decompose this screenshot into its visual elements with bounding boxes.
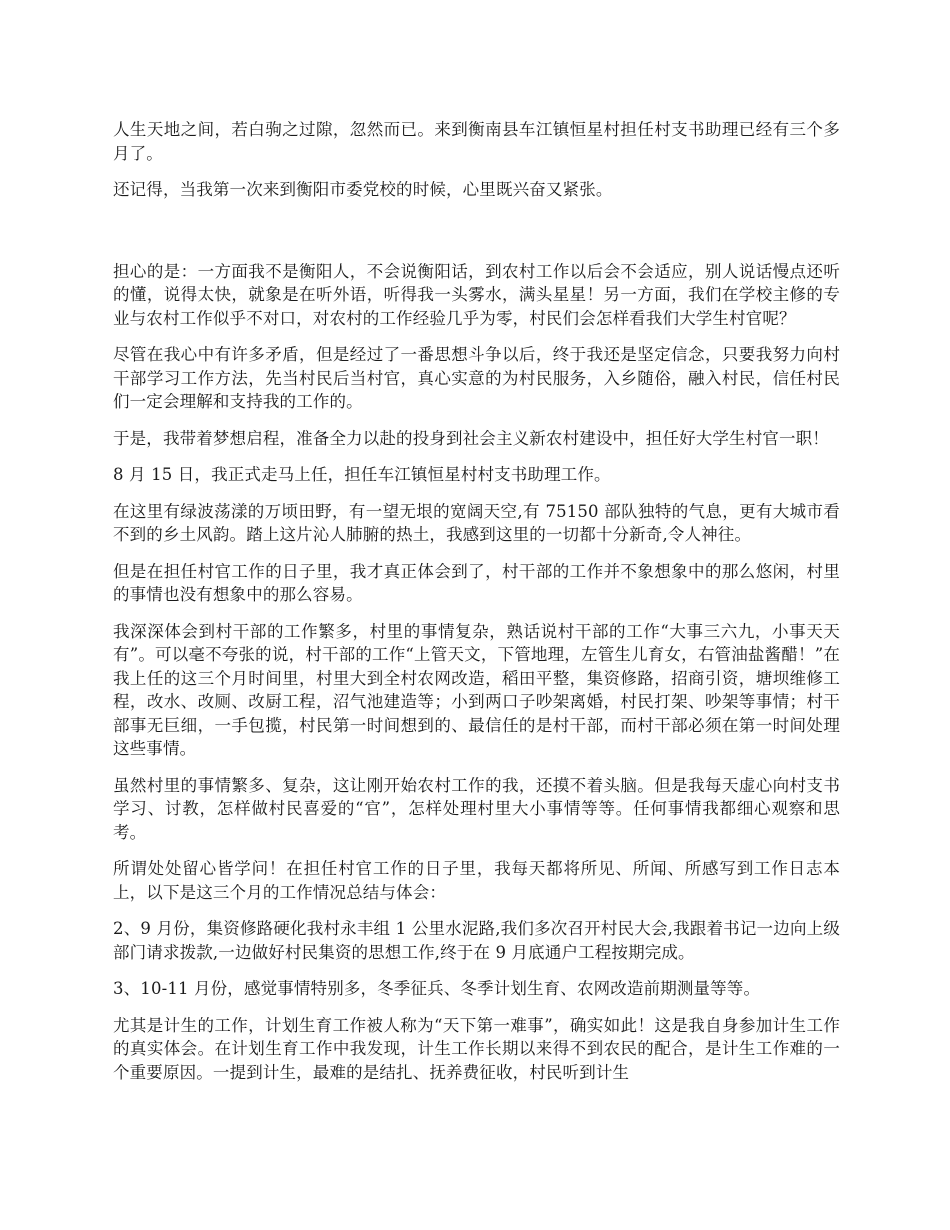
document-body bbox=[113, 118, 840, 1097]
paragraph: 于是，我带着梦想启程，准备全力以赴的投身到社会主义新农村建设中，担任好大学生村官一职！ bbox=[113, 428, 829, 448]
paragraph: 2、9 月份，集资修路硬化我村永丰组 1 公里水泥路,我们多次召开村民大会,我跟着书记一边向上级部门请求拨款,一边做好村民集资的思想工作,终于在 9 月底通户工程按期完成。 bbox=[113, 919, 840, 962]
paragraph: 8 月 15 日，我正式走马上任，担任车江镇恒星村村支书助理工作。 bbox=[113, 465, 611, 484]
paragraph: 虽然村里的事情繁多、复杂，这让刚开始农村工作的我，还摸不着头脑。但是我每天虚心向村支书学习、讨教，怎样做村民喜爱的“官”，怎样处理村里大小事情等等。任何事情我都细心观察和思考。 bbox=[113, 775, 840, 842]
paragraph: 所谓处处留心皆学问！在担任村官工作的日子里，我每天都将所见、所闻、所感写到工作日志本上，以下是这三个月的工作情况总结与体会： bbox=[113, 859, 840, 902]
paragraph: 尤其是计生的工作，计划生育工作被人称为“天下第一难事”，确实如此！这是我自身参加计生工作的真实体会。在计划生育工作中我发现，计生工作长期以来得不到农民的配合，是计生工作难的一个重要原因。一提到计生，最难的是结扎、抚养费征收，村民听到计生 bbox=[113, 1015, 840, 1082]
paragraph: 在这里有绿波荡漾的万顷田野，有一望无垠的宽阔天空,有 75150 部队独特的气息，更有大城市看不到的乡土风韵。踏上这片沁人肺腑的热土，我感到这里的一切都十分新奇,令人神往。 bbox=[113, 501, 840, 544]
paragraph: 但是在担任村官工作的日子里，我才真正体会到了，村干部的工作并不象想象中的那么悠闲，村里的事情也没有想象中的那么容易。 bbox=[113, 561, 840, 604]
paragraph: 尽管在我心中有许多矛盾，但是经过了一番思想斗争以后，终于我还是坚定信念，只要我努力向村干部学习工作方法，先当村民后当村官，真心实意的为村民服务，入乡随俗，融入村民，信任村民们一定会理解和支持我的工作的。 bbox=[113, 345, 840, 411]
paragraph: 还记得，当我第一次来到衡阳市委党校的时候，心里既兴奋又紧张。 bbox=[113, 180, 613, 199]
paragraph: 3、10-11 月份，感觉事情特别多，冬季征兵、冬季计划生育、农网改造前期测量等等。 bbox=[113, 979, 761, 998]
paragraph: 人生天地之间，若白驹之过隙，忽然而已。来到衡南县车江镇恒星村担任村支书助理已经有三个多月了。 bbox=[113, 120, 840, 163]
paragraph: 我深深体会到村干部的工作繁多，村里的事情复杂，熟话说村干部的工作“大事三六九，小事天天有”。可以毫不夸张的说，村干部的工作“上管天文，下管地理，左管生儿育女，右管油盐酱醋！”在我上任的这三个月时间里，村里大到全村农网改造，稻田平整，集资修路，招商引资，塘坝维修工程，改水、改厕、改厨工程，沼气池建造等；小到两口子吵架离婚，村民打架、吵架等事情；村干部事无巨细，一手包揽，村民第一时间想到的、最信任的是村干部，而村干部必须在第一时间处理这些事情。 bbox=[113, 621, 840, 758]
paragraph: 担心的是：一方面我不是衡阳人，不会说衡阳话，到农村工作以后会不会适应，别人说话慢点还听的懂，说得太快，就象是在听外语，听得我一头雾水，满头星星！另一方面，我们在学校主修的专业与农村工作似乎不对口，对农村的工作经验几乎为零，村民们会怎样看我们大学生村官呢？ bbox=[113, 261, 840, 328]
